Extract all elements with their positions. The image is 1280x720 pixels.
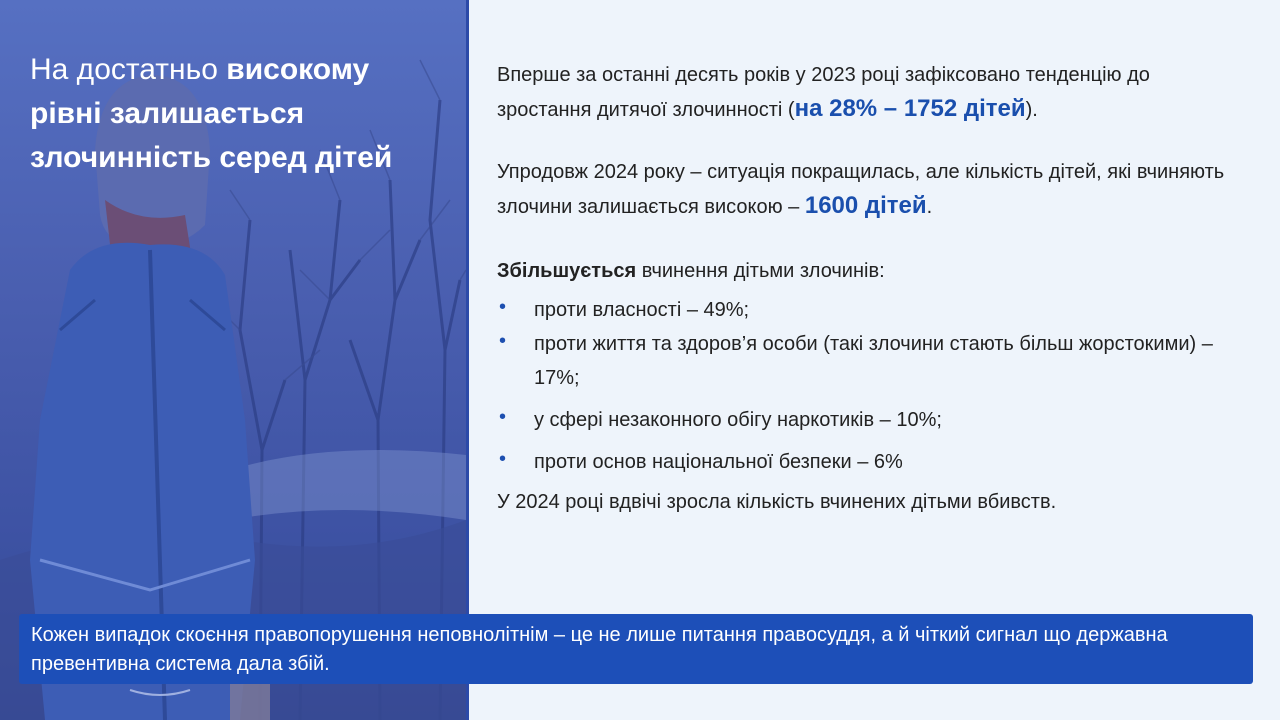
trend-text: Вперше за останні десять років у 2023 році зафіксовано тенденцію до зростання дитячої злочинності ( (497, 64, 1150, 121)
title-bold-text: високому рівні залишається злочинність серед дітей (30, 53, 393, 174)
background-photo-panel (0, 0, 466, 720)
list-item (497, 327, 1237, 395)
increase-text: вчинення дітьми злочинів: (636, 260, 885, 282)
crime-category-list (497, 293, 1237, 479)
y2024-text: Упродовж 2024 року – ситуація покращилась, але кількість дітей, які вчиняють злочини залишається високою – (497, 161, 1225, 218)
closing-paragraph: У 2024 році вдвічі зросла кількість вчинених дітьми вбивств. (497, 491, 1057, 513)
y2024-end: . (926, 196, 933, 218)
conclusion-banner: Кожен випадок скоєння правопорушення неповнолітнім – це не лише питання правосуддя, а й чіткий сигнал що державна превентивна система дала збій. (19, 614, 1253, 684)
bullet-icon: • (499, 406, 507, 428)
list-item-text: проти життя та здоров’я особи (такі злочини стають більш жорстокими) – 17%; (534, 333, 1213, 389)
bullet-icon: • (499, 448, 507, 470)
paragraph-increase (497, 254, 1237, 288)
paragraph-2024 (497, 155, 1237, 224)
trend-highlight: на 28% – 1752 дітей (794, 95, 1026, 122)
title-regular-text: На достатньо (30, 53, 227, 86)
y2024-highlight: 1600 дітей (804, 192, 927, 219)
bullet-icon: • (499, 330, 507, 352)
list-item (497, 403, 1237, 437)
increase-bold: Збільшується (497, 260, 637, 282)
list-item-text: у сфері незаконного обігу наркотиків – 10%; (534, 409, 942, 431)
list-item (497, 293, 1237, 327)
list-item (497, 445, 1237, 479)
paragraph-trend-2023 (497, 58, 1237, 127)
trend-end: ). (1025, 99, 1038, 121)
bullet-icon: • (499, 296, 507, 318)
list-item-text: проти основ національної безпеки – 6% (534, 451, 903, 473)
panel-divider (466, 0, 469, 720)
main-content (497, 58, 1237, 519)
list-item-text: проти власності – 49%; (534, 299, 750, 321)
page-title (30, 48, 430, 180)
